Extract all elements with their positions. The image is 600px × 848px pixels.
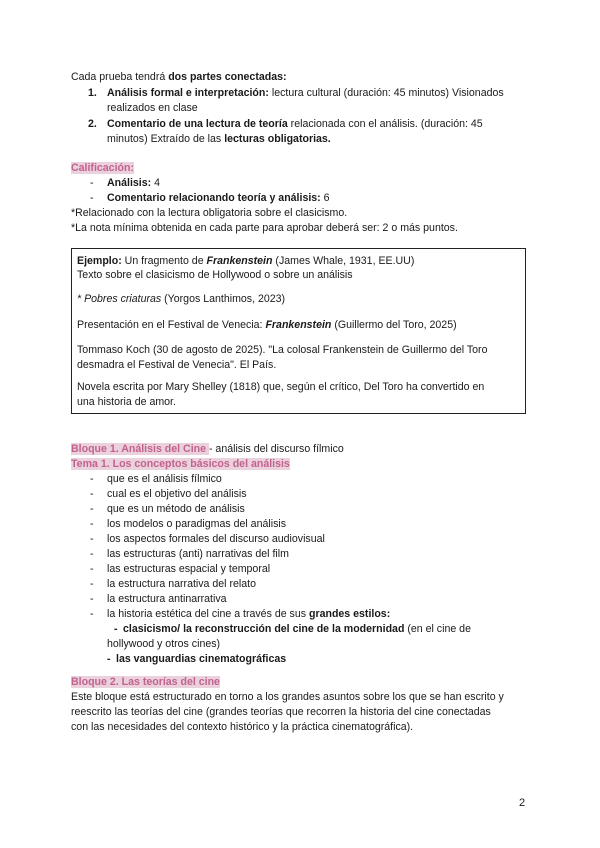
- list-item: las estructuras (anti) narrativas del film: [107, 548, 289, 560]
- example-line-5: Tommaso Koch (30 de agosto de 2025). "La colosal Frankenstein de Guillermo del Toro: [77, 344, 488, 356]
- example-line-4: [77, 318, 457, 334]
- grading-dash-2: -: [90, 192, 94, 204]
- intro-item-1-bold: Análisis formal e interpretación:: [107, 87, 269, 99]
- example-line-4-rest: (Guillermo del Toro, 2025): [331, 319, 457, 331]
- intro-lead-bold: dos partes conectadas:: [168, 71, 287, 83]
- sub-item-1-text: (en el cine de: [404, 623, 471, 635]
- grading-item-1-value: 4: [151, 177, 160, 189]
- block1-topic: [71, 457, 290, 473]
- block1-topic-text: Tema 1. Los conceptos básicos del análisis: [71, 458, 290, 470]
- block1-heading-text: Bloque 1. Análisis del Cine: [71, 443, 209, 455]
- intro-line: [71, 70, 287, 86]
- list-dash: -: [90, 563, 94, 575]
- block2-heading: [71, 675, 220, 691]
- example-rest: (James Whale, 1931, EE.UU): [272, 255, 415, 267]
- list-dash: -: [90, 503, 94, 515]
- grading-dash-1: -: [90, 177, 94, 189]
- example-text: Un fragmento de: [121, 255, 207, 267]
- block2-p1: Este bloque está estructurado en torno a los grandes asuntos sobre los que se han escrito y: [71, 691, 504, 703]
- grading-heading: [71, 161, 134, 177]
- example-line-3-rest: (Yorgos Lanthimos, 2023): [161, 293, 286, 305]
- grading-note-1: *Relacionado con la lectura obligatoria sobre el clasicismo.: [71, 207, 348, 219]
- intro-item-1-num: 1.: [88, 87, 97, 99]
- list-dash: -: [90, 518, 94, 530]
- intro-lead: Cada prueba tendrá: [71, 71, 169, 83]
- intro-item-2-text: relacionada con el análisis. (duración: 45: [287, 118, 483, 130]
- intro-item-2-bold2: lecturas obligatorias.: [224, 133, 331, 145]
- sub-item-1: [123, 622, 471, 638]
- grading-item-1: [107, 176, 160, 192]
- list-item: la estructura narrativa del relato: [107, 578, 256, 590]
- example-line-2: Texto sobre el clasicismo de Hollywood o sobre un análisis: [77, 269, 353, 281]
- list-dash: -: [90, 473, 94, 485]
- list-item: los modelos o paradigmas del análisis: [107, 518, 287, 530]
- grading-item-2-value: 6: [320, 192, 330, 204]
- list-item: cual es el objetivo del análisis: [107, 488, 247, 500]
- block1-heading: [71, 442, 344, 458]
- example-label: Ejemplo:: [77, 255, 122, 267]
- grading-note-2: *La nota mínima obtenida en cada parte para aprobar deberá ser: 2 o más puntos.: [71, 222, 458, 234]
- example-line-6: desmadra el Festival de Venecia". El País.: [77, 359, 277, 371]
- sub-dash-1: -: [114, 623, 118, 635]
- example-title-frankenstein-2025: Frankenstein: [265, 319, 332, 331]
- list-item: la estructura antinarrativa: [107, 593, 227, 605]
- intro-item-2: [107, 117, 483, 133]
- block2-heading-text: Bloque 2. Las teorías del cine: [71, 676, 220, 688]
- example-line-7: Novela escrita por Mary Shelley (1818) que, según el crítico, Del Toro ha convertido en: [77, 381, 485, 393]
- intro-item-2-cont: [107, 132, 331, 148]
- list-item: que es un método de análisis: [107, 503, 245, 515]
- list-dash: -: [90, 578, 94, 590]
- example-title-frankenstein-1931: Frankenstein: [206, 255, 273, 267]
- block2-p2: reescrito las teorías del cine (grandes teorías que recorren la historia del cine conectadas: [71, 706, 491, 718]
- block2-p3: con las necesidades del contexto histórico y la práctica cinematográfica).: [71, 721, 414, 733]
- list-item-styles: [107, 607, 390, 623]
- list-dash: -: [90, 488, 94, 500]
- styles-text: la historia estética del cine a través de sus: [107, 608, 309, 620]
- grading-item-2: [107, 191, 330, 207]
- list-dash: -: [90, 548, 94, 560]
- block1-heading-rest: - análisis del discurso fílmico: [208, 443, 344, 455]
- grading-heading-text: Calificación:: [71, 162, 134, 174]
- intro-item-2-bold: Comentario de una lectura de teoría: [107, 118, 288, 130]
- intro-item-2-num: 2.: [88, 118, 97, 130]
- styles-bold: grandes estilos:: [308, 608, 391, 620]
- sub-item-1-cont: hollywood y otros cines): [107, 638, 221, 650]
- list-dash: -: [90, 593, 94, 605]
- list-item: que es el análisis fílmico: [107, 473, 222, 485]
- intro-item-1-cont: realizados en clase: [107, 102, 198, 114]
- intro-item-1-text: lectura cultural (duración: 45 minutos) Visionados: [268, 87, 504, 99]
- list-dash: -: [90, 608, 94, 620]
- list-item: los aspectos formales del discurso audiovisual: [107, 533, 325, 545]
- list-dash: -: [90, 533, 94, 545]
- example-title-pobres-criaturas: * Pobres criaturas: [77, 293, 162, 305]
- grading-item-1-label: Análisis:: [107, 177, 152, 189]
- example-line-8: una historia de amor.: [77, 396, 176, 408]
- sub-item-2: las vanguardias cinematográficas: [116, 653, 287, 665]
- example-line-4-text: Presentación en el Festival de Venecia:: [77, 319, 266, 331]
- intro-item-1: [107, 86, 504, 102]
- grading-item-2-label: Comentario relacionando teoría y análisis:: [107, 192, 321, 204]
- intro-item-2-text2: minutos) Extraído de las: [107, 133, 225, 145]
- sub-dash-2: -: [107, 653, 111, 665]
- page-number: 2: [519, 797, 526, 809]
- example-line-3: [77, 292, 285, 308]
- sub-item-1-bold: clasicismo/ la reconstrucción del cine de la modernidad: [123, 623, 405, 635]
- list-item: las estructuras espacial y temporal: [107, 563, 271, 575]
